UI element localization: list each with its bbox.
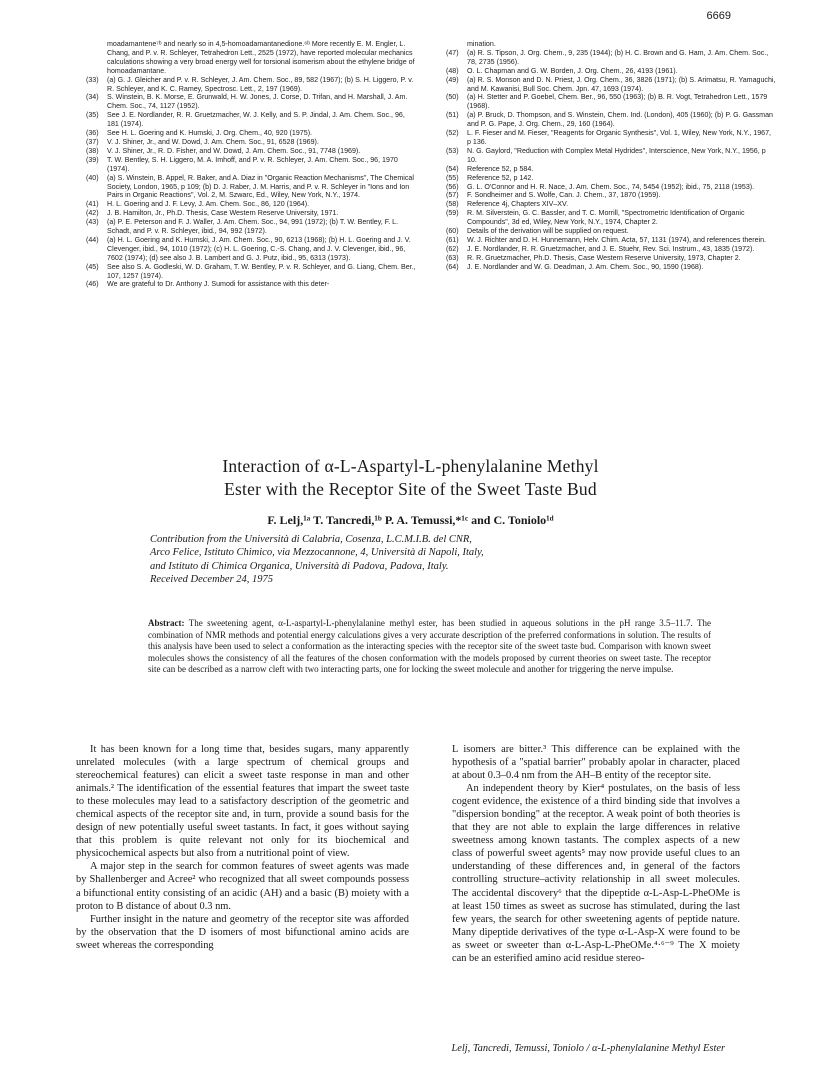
reference-number: (35): [86, 111, 99, 120]
affiliation-line-3: and Istituto di Chimica Organica, Università di Padova, Padova, Italy.: [150, 560, 449, 572]
reference-item: [86, 209, 416, 218]
reference-item: [446, 147, 776, 165]
reference-text: moadamantene⁷ᵇ and nearly so in 4,5-homoadamantanedione.⁶ᵇ More recently E. M. Engler, L. Chang, and P. v. R. Schleyer, Tetrahedron Lett., 2525 (1972), have reported molecular mechanics calculations showing a very broad energy well for torsional isomerism about the ethylene bridge of homoadamantane.: [107, 40, 415, 75]
reference-text: See J. E. Nordlander, R. R. Gruetzmacher, W. J. Kelly, and S. P. Jindal, J. Am. Chem. Soc., 96, 181 (1974).: [107, 111, 405, 129]
reference-number: (57): [446, 191, 459, 200]
reference-text: J. B. Hamilton, Jr., Ph.D. Thesis, Case Western Reserve University, 1971.: [107, 209, 339, 218]
reference-number: (61): [446, 235, 459, 244]
reference-text: J. E. Nordlander, R. R. Gruetzmacher, and J. E. Stuehr, Rev. Sci. Instrum., 43, 1835 (1972).: [467, 244, 755, 253]
reference-item: [446, 129, 776, 147]
reference-item: [446, 227, 776, 236]
reference-number: (54): [446, 164, 459, 173]
page-number: 6669: [706, 10, 731, 22]
reference-item: [446, 263, 776, 272]
reference-number: (60): [446, 227, 459, 236]
reference-number: (49): [446, 75, 459, 84]
title-line-2: Ester with the Receptor Site of the Sweet Taste Bud: [224, 479, 597, 499]
reference-number: (58): [446, 200, 459, 209]
reference-number: (41): [86, 200, 99, 209]
affiliation-line-2: Arco Felice, Istituto Chimico, via Mezzocannone, 4, Università di Napoli, Italy,: [150, 547, 484, 559]
reference-number: (42): [86, 209, 99, 218]
reference-number: (44): [86, 235, 99, 244]
reference-item: [86, 218, 416, 236]
body-left-column: [76, 743, 409, 952]
reference-item: [446, 174, 776, 183]
reference-item: [446, 236, 776, 245]
reference-item: [446, 183, 776, 192]
body-paragraph: L isomers are bitter.³ This difference can be explained with the hypothesis of a "spatial barrier" probably apolar in character, placed at about 0.3–0.4 nm from the AH–B entity of the receptor site.: [452, 744, 740, 782]
abstract-label: Abstract:: [148, 618, 185, 628]
reference-item: [86, 263, 416, 281]
reference-item: [446, 93, 776, 111]
reference-number: (45): [86, 262, 99, 271]
reference-number: (52): [446, 129, 459, 138]
reference-item: [446, 67, 776, 76]
reference-item: [446, 165, 776, 174]
references-right-column: [446, 40, 776, 272]
reference-text: (a) H. Stetter and P. Goebel, Chem. Ber., 96, 550 (1963); (b) B. R. Vogt, Tetrahedron Lett., 1579 (1968).: [467, 93, 768, 111]
reference-number: (47): [446, 48, 459, 57]
reference-text: G. L. O'Connor and H. R. Nace, J. Am. Chem. Soc., 74, 5454 (1952); ibid., 75, 2118 (1953).: [467, 182, 755, 191]
reference-text: We are grateful to Dr. Anthony J. Sumodi for assistance with this deter-: [107, 280, 330, 289]
reference-number: (51): [446, 111, 459, 120]
reference-item: [446, 40, 776, 49]
reference-text: O. L. Chapman and G. W. Borden, J. Org. Chem., 26, 4193 (1961).: [467, 66, 678, 75]
reference-item: [86, 200, 416, 209]
reference-number: (62): [446, 244, 459, 253]
reference-item: [446, 254, 776, 263]
reference-text: (a) H. L. Goering and K. Humski, J. Am. Chem. Soc., 90, 6213 (1968); (b) H. L. Goering and J. V. Clevenger, ibid., 94, 1010 (1972); (c) H. L. Goering, C.-S. Chang, and J. V. Clevenger, ibid., 96, 7602 (1974); (d) see also J. B. Lambert and G. J. Putz, ibid., 95, 6313 (1973).: [107, 235, 411, 262]
body-paragraph: An independent theory by Kier⁴ postulates, on the basis of less cogent evidence, the existence of a third binding side that involves a "dispersion bonding" at the receptor. A weak point of both theories is that they are not able to explain the large differences in relative sweetness among known tastants. The complex aspects of a new class of powerful sweet agents⁵ may now provide useful clues to an understanding of these differences and, in general of the factors controlling structure–activity relationship in all sweet molecules. The accidental discovery⁶ that the dipeptide α-L-Asp-L-PheOMe is at least 150 times as sweet as sucrose has stimulated, during the last few years, the search for other sweetening agents of peptide nature. Many dipeptide derivatives of the type α-L-Asp-X were found to be as sweet or sweeter than α-L-Asp-L-PheOMe.⁴·⁶⁻⁹ The X moiety can be an esterified amino acid residue stereo-: [452, 783, 740, 964]
reference-number: (36): [86, 129, 99, 138]
reference-text: mination.: [467, 40, 496, 48]
reference-number: (53): [446, 146, 459, 155]
reference-item: [446, 191, 776, 200]
references-left-column: [86, 40, 416, 289]
reference-item: [446, 209, 776, 227]
reference-number: (46): [86, 280, 99, 289]
reference-number: (37): [86, 137, 99, 146]
reference-item: [446, 49, 776, 67]
affiliation: [150, 533, 710, 586]
reference-text: J. E. Nordlander and W. G. Deadman, J. Am. Chem. Soc., 90, 1590 (1968).: [467, 262, 704, 271]
reference-number: (63): [446, 253, 459, 262]
reference-item: [86, 129, 416, 138]
reference-item: [86, 138, 416, 147]
reference-text: R. R. Gruetzmacher, Ph.D. Thesis, Case Western Reserve University, 1973, Chapter 2.: [467, 253, 741, 262]
reference-item: [86, 156, 416, 174]
reference-text: S. Winstein, B. K. Morse, E. Grunwald, H. W. Jones, J. Corse, D. Trifan, and H. Marshall, J. Am. Chem. Soc., 74, 1127 (1952).: [107, 93, 408, 111]
reference-item: [86, 40, 416, 76]
reference-number: (40): [86, 173, 99, 182]
abstract-text: The sweetening agent, α-L-aspartyl-L-phenylalanine methyl ester, has been studied in aqueous solutions in the pH range 3.5–11.7. The combination of NMR methods and potential energy calculations gives a very accurate description of the preferred conformations in solution. The results of this analysis have been used to select a conformation as the interacting species with the receptor site of the sweet taste bud. Comparison with known sweet molecules shows the consistency of all the features of the chosen conformation with the models proposed by current theories on sweet taste. The receptor site can be described as a narrow cleft with two interacting parts, one for locking the sweet molecule and another for triggering the nerve impulse.: [148, 618, 711, 675]
reference-number: (48): [446, 66, 459, 75]
running-footer: Lelj, Tancredi, Temussi, Toniolo / α-L-phenylalanine Methyl Ester: [451, 1043, 725, 1054]
reference-text: W. J. Richter and D. H. Hunnemann, Helv. Chim. Acta, 57, 1131 (1974), and references therein.: [467, 235, 767, 244]
reference-number: (59): [446, 209, 459, 218]
affiliation-line-1: Contribution from the Università di Calabria, Cosenza, L.C.M.I.B. del CNR,: [150, 534, 472, 545]
body-paragraph: It has been known for a long time that, besides sugars, many apparently unrelated molecules (with a large spectrum of chemical groups and stereochemical features) can elicit a sweet taste response in man and other animals.² The identification of the essential features that impart the sweet taste to these molecules may lead to a satisfactory description of the geometric and chemical aspects of the receptor site and, in turn, provide a sound basis for the design of new potentially useful sweet tastants. In fact, it goes without saying that this problem is quite relevant not only for its biochemical and physicochemical aspects but also from a nutritional point of view.: [76, 744, 409, 860]
reference-text: Reference 52, p 142.: [467, 173, 534, 182]
reference-text: See H. L. Goering and K. Humski, J. Org. Chem., 40, 920 (1975).: [107, 129, 313, 138]
reference-item: [86, 174, 416, 201]
reference-number: (38): [86, 146, 99, 155]
reference-text: (a) R. S. Tipson, J. Org. Chem., 9, 235 (1944); (b) H. C. Brown and G. Ham, J. Am. Chem. Soc., 78, 2735 (1956).: [467, 48, 769, 66]
reference-item: [86, 111, 416, 129]
reference-item: [86, 280, 416, 289]
reference-text: R. M. Silverstein, G. C. Bassler, and T. C. Morrill, "Spectrometric Identification of Organic Compounds", 3d ed, Wiley, New York, N.Y., 1974, Chapter 2.: [467, 209, 745, 227]
reference-text: T. W. Bentley, S. H. Liggero, M. A. Imhoff, and P. v. R. Schleyer, J. Am. Chem. Soc., 96, 1970 (1974).: [107, 155, 398, 173]
reference-number: (39): [86, 155, 99, 164]
reference-text: Reference 52, p 584.: [467, 164, 534, 173]
author-list: F. Lelj,¹ᵃ T. Tancredi,¹ᵇ P. A. Temussi,*¹ᶜ and C. Toniolo¹ᵈ: [267, 513, 554, 527]
reference-number: (64): [446, 262, 459, 271]
reference-number: (34): [86, 93, 99, 102]
reference-item: [446, 200, 776, 209]
reference-item: [86, 93, 416, 111]
reference-number: (33): [86, 75, 99, 84]
reference-number: (55): [446, 173, 459, 182]
reference-text: V. J. Shiner, Jr., R. D. Fisher, and W. Dowd, J. Am. Chem. Soc., 91, 7748 (1969).: [107, 146, 361, 155]
reference-item: [86, 147, 416, 156]
reference-text: N. G. Gaylord, "Reduction with Complex Metal Hydrides", Interscience, New York, N.Y., 1956, p 10.: [467, 146, 766, 164]
reference-item: [86, 236, 416, 263]
received-date: Received December 24, 1975: [150, 573, 274, 585]
reference-number: (50): [446, 93, 459, 102]
body-right-column: [452, 743, 740, 965]
reference-text: (a) G. J. Gleicher and P. v. R. Schleyer, J. Am. Chem. Soc., 89, 582 (1967); (b) S. H. Liggero, P. v. R. Schleyer, and K. C. Ramey, Spectrosc. Lett., 2, 197 (1969).: [107, 75, 414, 93]
reference-item: [446, 111, 776, 129]
reference-text: V. J. Shiner, Jr., and W. Dowd, J. Am. Chem. Soc., 91, 6528 (1969).: [107, 137, 319, 146]
reference-text: (a) R. S. Monson and D. N. Priest, J. Org. Chem., 36, 3826 (1971); (b) S. Arimatsu, R. Yamaguchi, and M. Kawanisi, Bull Soc. Chem. Jpn. 47, 1693 (1974).: [467, 75, 776, 93]
reference-text: (a) P. Bruck, D. Thompson, and S. Winstein, Chem. Ind. (London), 405 (1960); (b) P. G. Gassman and P. G. Pape, J. Org. Chem., 29, 160 (1964).: [467, 111, 773, 129]
reference-text: See also S. A. Godleski, W. D. Graham, T. W. Bentley, P. v. R. Schleyer, and G. Liang, Chem. Ber., 107, 1257 (1974).: [107, 262, 416, 280]
reference-item: [86, 76, 416, 94]
reference-text: (a) S. Winstein, B. Appel, R. Baker, and A. Diaz in "Organic Reaction Mechanisms", The Chemical Society, London, 1965, p 109; (b) D. J. Raber, J. M. Harris, and P. v. R. Schleyer in "Ions and Ion Pairs in Organic Reactions", Vol. 2, M. Szwarc, Ed., Wiley, New York, N.Y., 1974.: [107, 173, 414, 200]
reference-number: (56): [446, 182, 459, 191]
reference-text: Reference 4j, Chapters XIV–XV.: [467, 200, 569, 209]
reference-text: (a) P. E. Peterson and F. J. Waller, J. Am. Chem. Soc., 94, 991 (1972); (b) T. W. Bentley, F. L. Schadt, and P. v. R. Schleyer, ibid., 94, 992 (1972).: [107, 218, 399, 236]
reference-text: H. L. Goering and J. F. Levy, J. Am. Chem. Soc., 86, 120 (1964).: [107, 200, 310, 209]
reference-number: (43): [86, 218, 99, 227]
title-line-1: Interaction of α-L-Aspartyl-L-phenylalanine Methyl: [222, 456, 599, 476]
reference-text: Details of the derivation will be supplied on request.: [467, 227, 629, 236]
article-title: [0, 455, 821, 501]
abstract: [148, 618, 711, 676]
reference-text: L. F. Fieser and M. Fieser, "Reagents for Organic Synthesis", Vol. 1, Wiley, New York, N.Y., 1967, p 136.: [467, 129, 772, 146]
reference-item: [446, 245, 776, 254]
reference-item: [446, 76, 776, 94]
reference-text: F. Sondheimer and S. Wolfe, Can. J. Chem., 37, 1870 (1959).: [467, 191, 661, 200]
body-paragraph: Further insight in the nature and geometry of the receptor site was afforded by the observation that the D isomers of most bifunctional amino acids are sweet whereas the corresponding: [76, 913, 409, 951]
body-paragraph: A major step in the search for common features of sweet agents was made by Shallenberger and Acree² who recognized that all sweet compounds possess a bifunctional entity consisting of an acidic (AH) and a basic (B) moiety with a proton to B distance of about 0.3 nm.: [76, 861, 409, 912]
